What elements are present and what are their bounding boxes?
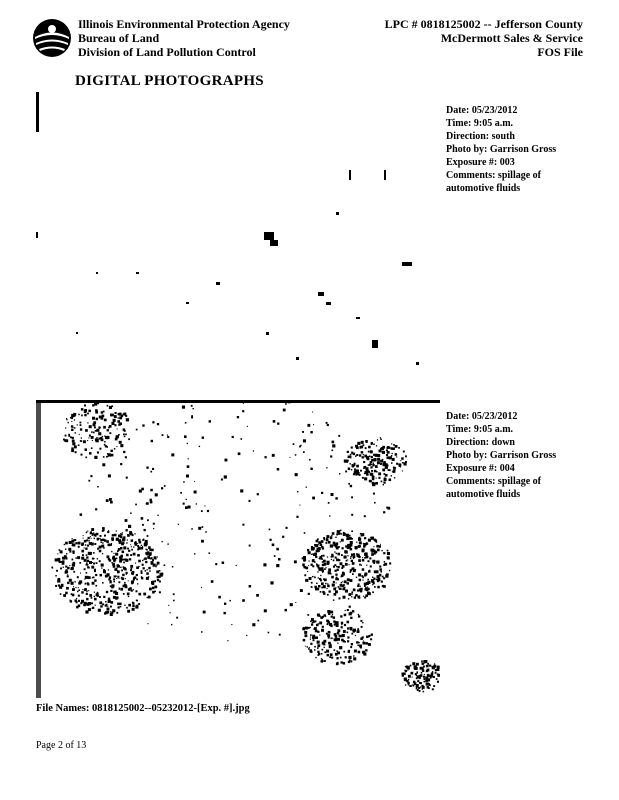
photo-1-exposure: Exposure #: 003 xyxy=(446,157,515,168)
photo-1-photographer: Photo by: Garrison Gross xyxy=(446,144,557,155)
bureau-name: Bureau of Land xyxy=(78,31,160,45)
photo-1-time: Time: 9:05 a.m. xyxy=(446,118,514,129)
lpc-number: LPC # 0818125002 -- Jefferson County xyxy=(384,17,583,31)
division-name: Division of Land Pollution Control xyxy=(78,45,256,59)
photo-2-time: Time: 9:05 a.m. xyxy=(446,424,514,435)
page-title: DIGITAL PHOTOGRAPHS xyxy=(75,73,264,89)
agency-block xyxy=(78,17,290,59)
file-type: FOS File xyxy=(537,45,583,59)
agency-name: Illinois Environmental Protection Agency xyxy=(78,17,290,31)
photo-2-comments: Comments: spillage of xyxy=(446,476,541,487)
photo-2-details xyxy=(446,410,556,501)
photo-2-exposure: Exposure #: 004 xyxy=(446,463,515,474)
photo-2-date: Date: 05/23/2012 xyxy=(446,411,518,422)
photo-2-photographer: Photo by: Garrison Gross xyxy=(446,450,557,461)
photo-1-date: Date: 05/23/2012 xyxy=(446,105,518,116)
photo-2-direction: Direction: down xyxy=(446,437,515,448)
site-name: McDermott Sales & Service xyxy=(440,31,583,45)
photo-exposure-004 xyxy=(36,400,440,698)
agency-seal-logo xyxy=(32,18,72,58)
photo-1-direction: Direction: south xyxy=(446,131,515,142)
page-number: Page 2 of 13 xyxy=(36,740,87,751)
photo-1-details xyxy=(446,104,556,195)
photo-exposure-003 xyxy=(36,92,440,400)
photo-2-comments-cont: automotive fluids xyxy=(446,489,521,500)
photo-1-comments: Comments: spillage of xyxy=(446,170,541,181)
file-names: File Names: 0818125002--05232012-[Exp. #].jpg xyxy=(36,703,250,714)
photo-1-comments-cont: automotive fluids xyxy=(446,183,521,194)
reference-block xyxy=(385,17,583,59)
